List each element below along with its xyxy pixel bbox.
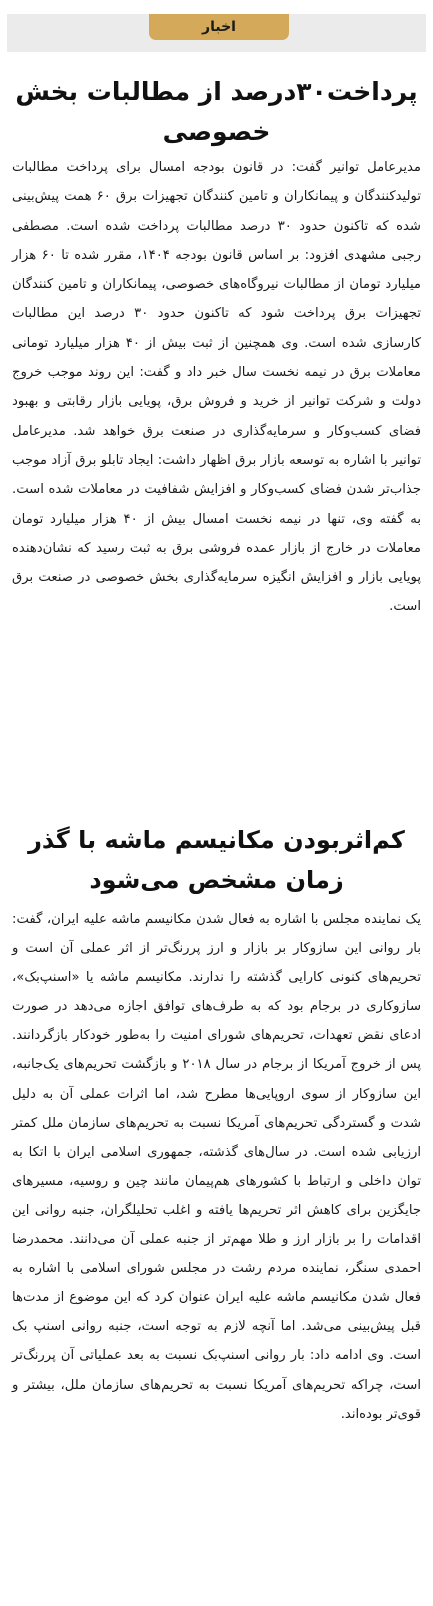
section-tab bbox=[149, 14, 289, 40]
article-1-body: مدیرعامل توانیر گفت: در قانون بودجه امسال برای پرداخت مطالبات تولیدکنندگان و پیمانکاران و تامین کنندگان تجهیزات برق ۶۰ همت پیش‌بینی شده که تاکنون حدود ۳۰ درصد مطالبات پرداخت شده است. مصطفی رجبی مشهدی افزود: بر اساس قانون بودجه ۱۴۰۴، مقرر شده تا ۶۰ هزار میلیارد تومان از مطالبات نیروگاه‌های خصوصی، پیمانکاران و تامین کنندگان تجهیزات برق پرداخت شود که تاکنون حدود ۳۰ درصد این مطالبات کارسازی شده است. وی همچنین از ثبت بیش از ۴۰ هزار میلیارد تومانی معاملات برق در نیمه نخست سال خبر داد و گفت: این روند موجب خروج دولت و شرکت توانیر از خرید و فروش برق، پویایی بازار رقابتی و بهبود فضای کسب‌وکار و سرمایه‌گذاری در صنعت برق خواهد شد. مدیرعامل توانیر با اشاره به توسعه بازار برق اظهار داشت: ایجاد تابلو برق آزاد موجب جذاب‌تر شدن فضای کسب‌وکار و افزایش شفافیت در معاملات شده است. به گفته وی، تنها در نیمه نخست امسال بیش از ۴۰ هزار میلیارد تومان معاملات در خارج از بازار عمده فروشی برق به ثبت رسید که نشان‌دهنده پویایی بازار و افزایش انگیزه سرمایه‌گذاری بخش خصوصی در صنعت برق است. bbox=[12, 160, 422, 615]
article-2-body: یک نماینده مجلس با اشاره به فعال شدن مکانیسم ماشه علیه ایران، گفت: بار روانی این سازوکار بر بازار و ارز پررنگ‌تر از اثر عملی آن است و تحریم‌های کنونی کارایی گذشته را ندارند. مکانیسم ماشه یا «اسنپ‌بک»، سازوکاری در برجام بود که به طرف‌های توافق اجازه می‌دهد در صورت ادعای نقض تعهدات، تحریم‌های شورای امنیت را به‌طور خودکار بازگردانند. پس از خروج آمریکا از برجام در سال ۲۰۱۸ و بازگشت تحریم‌های یک‌جانبه، این سازوکار از سوی اروپایی‌ها مطرح شد، اما اثرات عملی آن به دلیل شدت و گستردگی تحریم‌های آمریکا نسبت به تحریم‌های سازمان ملل کمتر ارزیابی شده است. در سال‌های گذشته، جمهوری اسلامی ایران با اتکا به توان داخلی و ارتباط با کشورهای هم‌پیمان مانند چین و روسیه، مسیرهای جایگزین برای کاهش اثر تحریم‌ها یافته و اغلب تحلیلگران، جنبه روانی این اقدامات را بر بازار ارز و طلا مهم‌تر از جنبه عملی آن می‌دانند. محمدرضا احمدی سنگر، نماینده مردم رشت در مجلس شورای اسلامی با اشاره به فعال شدن مکانیسم ماشه علیه ایران عنوان کرد که این موضوع از مدت‌ها قبل پیش‌بینی می‌شد. اما آنچه لازم به توجه است، جنبه روانی اسنپ بک است. وی ادامه داد: بار روانی اسنپ‌بک نسبت به بعد عملیاتی آن پررنگ‌تر است، چراکه تحریم‌های آمریکا نسبت به تحریم‌های سازمان ملل، بیشتر و قوی‌تر بوده‌اند. bbox=[12, 912, 421, 1422]
article-1-headline: پرداخت۳۰درصد از مطالبات بخش خصوصی bbox=[15, 77, 418, 146]
section-header-bar bbox=[7, 14, 426, 52]
section-label: اخبار bbox=[202, 19, 236, 35]
article-2-headline: کم‌اثربودن مکانیسم ماشه با گذر زمان مشخص می‌شود bbox=[28, 826, 405, 894]
